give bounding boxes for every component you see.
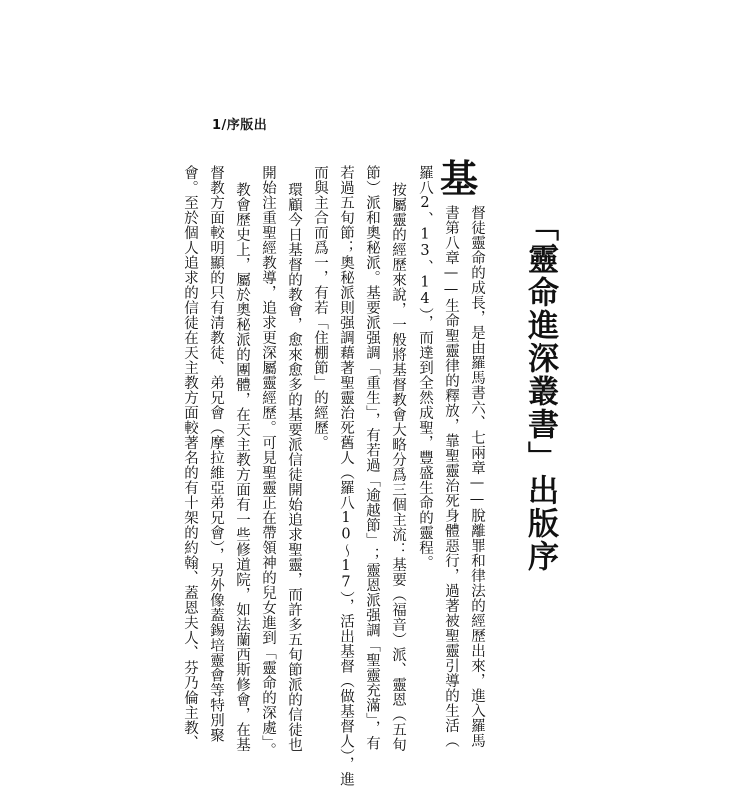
page-title: 「靈命進深叢書」出版序 xyxy=(522,210,558,573)
drop-cap: 基 xyxy=(440,156,479,201)
text-column-2: 書第八章——生命聖靈律的釋放，靠聖靈治死身體惡行，過著被聖靈引導的生活（ xyxy=(443,205,459,748)
text-column-7: 而與主合而爲一，有若「住棚節」的經歷。 xyxy=(312,165,328,450)
text-column-6: 若過五旬節；奧秘派則强調藉著聖靈治死舊人（羅八10～17），活出基督（做基督人），進 xyxy=(338,165,354,787)
text-column-5: 節）派和奧秘派。基要派强調「重生」，有若過「逾越節」；靈恩派强調「聖靈充滿」，有 xyxy=(364,165,380,751)
text-column-10: 教會歷史上，屬於奧秘派的團體，在天主教方面有一些修道院，如法蘭西斯修會，在基 xyxy=(234,182,250,752)
text-column-8: 環顧今日基督的教會，愈來愈多的基要派信徒開始追求聖靈，而許多五旬節派的信徒也 xyxy=(286,182,302,752)
text-column-1: 督徒靈命的成長，是由羅馬書六、七兩章——脫離罪和律法的經歷出來，進入羅馬 xyxy=(469,205,485,748)
text-column-12: 會。至於個人追求的信徒在天主教方面較著名的有十架的約翰、蓋恩夫人、芬乃倫主教、 xyxy=(182,165,198,750)
text-column-9: 開始注重聖經教導，追求更深屬靈經歷。可見聖靈正在帶領神的兒女進到「靈命的深處」。 xyxy=(260,165,276,758)
running-header: 1/序版出 xyxy=(212,118,268,133)
text-column-11: 督教方面較明顯的只有清教徒、弟兄會（摩拉維亞弟兄會），另外像蓋錫培靈會等特別聚 xyxy=(208,165,224,743)
text-column-4: 按屬靈的經歷來說，一般將基督教會大略分爲三個主流：基要（福音）派、靈恩（五旬 xyxy=(390,182,406,752)
text-column-3: 羅八2、13、14），而達到全然成聖，豐盛生命的靈程。 xyxy=(417,165,433,571)
